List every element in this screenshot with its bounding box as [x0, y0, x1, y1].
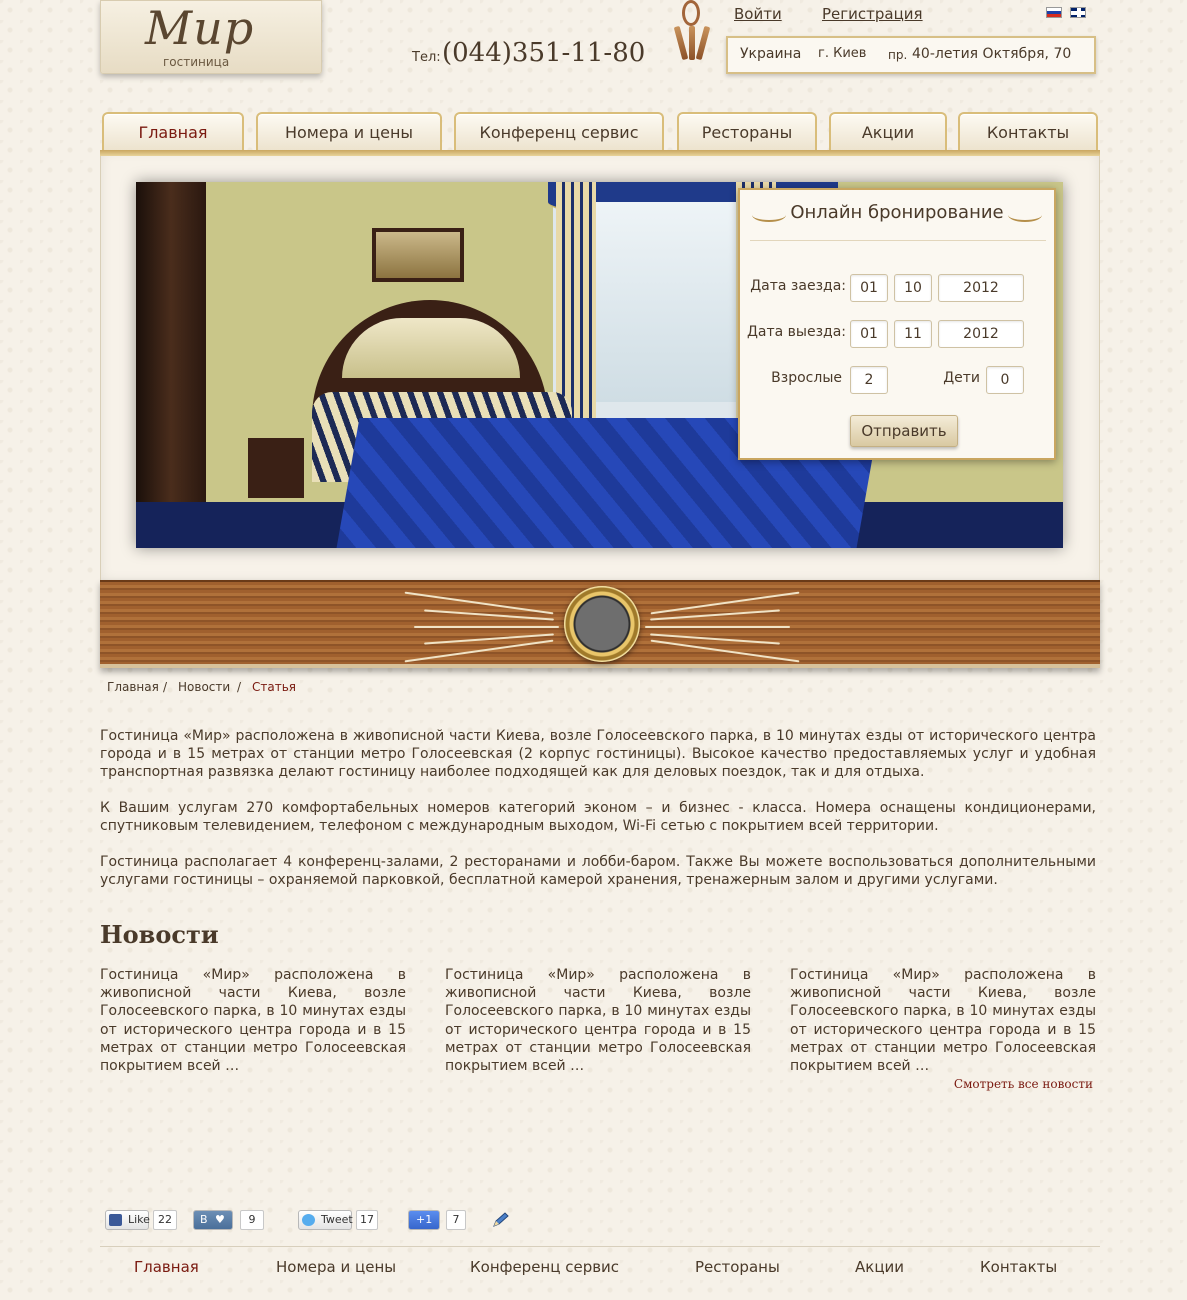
register-link[interactable]: Регистрация	[822, 5, 923, 23]
checkout-label: Дата выезда:	[746, 324, 846, 340]
children-label: Дети	[943, 370, 980, 386]
facebook-like-label: Like	[128, 1213, 150, 1226]
breadcrumb-news[interactable]: Новости	[178, 680, 231, 694]
facebook-icon	[109, 1214, 122, 1226]
hotel-logo[interactable]	[100, 0, 322, 74]
slider-knob-button[interactable]	[564, 586, 640, 662]
breadcrumb-current: Статья	[252, 680, 297, 694]
google-plus-label: +1	[416, 1213, 433, 1226]
login-link[interactable]: Войти	[734, 5, 782, 23]
phone-number: (044)351-11-80	[442, 38, 646, 68]
keys-icon	[670, 0, 714, 70]
footer-nav-conference[interactable]: Конференц сервис	[470, 1258, 620, 1276]
facebook-like-button[interactable]	[105, 1210, 149, 1230]
heart-icon: ♥	[215, 1213, 225, 1226]
news-heading: Новости	[100, 920, 219, 949]
address-city: г. Киев	[818, 46, 867, 61]
news-item[interactable]: Гостиница «Мир» расположена в живописной части Киева, возле Голосеевского парка, в 10 минутах езды от исторического центра города и в 15 метрах от станции метро Голосеевская покрытием всей …	[445, 967, 751, 1075]
english-flag-icon[interactable]	[1070, 7, 1086, 18]
nav-home[interactable]: Главная	[102, 112, 244, 152]
children-field[interactable]: 0	[986, 366, 1024, 394]
address-country: Украина	[740, 46, 802, 62]
checkout-month-field[interactable]: 11	[894, 320, 932, 348]
nav-conference[interactable]: Конференц сервис	[454, 112, 664, 152]
all-news-link[interactable]: Смотреть все новости	[953, 1077, 1093, 1091]
booking-panel	[738, 188, 1056, 460]
twitter-icon	[302, 1214, 315, 1226]
booking-title: Онлайн бронирование	[790, 202, 1004, 223]
breadcrumb-separator: /	[237, 680, 242, 694]
content-paragraph: Гостиница располагает 4 конференц-залами, 2 ресторанами и лобби-баром. Также Вы можете воспользоваться дополнительными услугами гостиницы – охраняемой парковкой, бесплатной камерой хранения, тренажерным залом и другими услугами.	[100, 854, 1096, 888]
logo-title: Мир	[145, 1, 255, 55]
footer-nav-contacts[interactable]: Контакты	[980, 1258, 1058, 1276]
booking-submit-button[interactable]: Отправить	[850, 415, 958, 447]
nav-promotions[interactable]: Акции	[829, 112, 947, 152]
phone-label: Тел:	[412, 50, 441, 65]
checkout-year-field[interactable]: 2012	[938, 320, 1024, 348]
checkout-day-field[interactable]: 01	[850, 320, 888, 348]
footer-nav-home[interactable]: Главная	[134, 1258, 199, 1276]
adults-field[interactable]: 2	[850, 366, 888, 394]
footer-divider	[100, 1246, 1100, 1247]
breadcrumb-home[interactable]: Главная	[107, 680, 159, 694]
tweet-button[interactable]	[298, 1210, 352, 1230]
frame-gold-line	[100, 150, 1100, 156]
footer-nav-rooms[interactable]: Номера и цены	[276, 1258, 397, 1276]
pencil-icon[interactable]	[492, 1212, 510, 1228]
checkin-day-field[interactable]: 01	[850, 274, 888, 302]
logo-subtitle: гостиница	[163, 55, 230, 69]
checkin-label: Дата заезда:	[750, 278, 846, 294]
address-street-prefix: пр.	[888, 48, 908, 62]
checkin-month-field[interactable]: 10	[894, 274, 932, 302]
address-bar	[726, 36, 1096, 74]
vk-label: В	[200, 1213, 208, 1226]
ornament-wing-left-icon	[394, 592, 564, 658]
tweet-count: 17	[356, 1210, 378, 1230]
nav-rooms[interactable]: Номера и цены	[256, 112, 442, 152]
vk-like-button[interactable]	[193, 1210, 233, 1230]
nav-restaurants[interactable]: Рестораны	[677, 112, 817, 152]
vk-like-count: 9	[240, 1210, 264, 1230]
news-item[interactable]: Гостиница «Мир» расположена в живописной части Киева, возле Голосеевского парка, в 10 минутах езды от исторического центра города и в 15 метрах от станции метро Голосеевская покрытием всей …	[100, 967, 406, 1075]
wooden-slider-bar	[100, 580, 1100, 668]
content-paragraph: Гостиница «Мир» расположена в живописной части Киева, возле Голосеевского парка, в 10 минутах езды от исторического центра города и в 15 метрах от станции метро Голосеевская (2 корпус гостиницы). Высокое качество предоставляемых услуг и удобная транспортная развязка делают гостиницу наиболее подходящей как для деловых поездок, так и для отдыха.	[100, 728, 1096, 780]
nav-contacts[interactable]: Контакты	[958, 112, 1098, 152]
ornament-wing-right-icon	[640, 592, 810, 658]
content-paragraph: К Вашим услугам 270 комфортабельных номеров категорий эконом – и бизнес - класса. Номера оснащены кондиционерами, спутниковым телевидением, телефоном с международным выходом, Wi-Fi сетью с покрытием всей территории.	[100, 800, 1096, 834]
tweet-label: Tweet	[321, 1213, 353, 1226]
russian-flag-icon[interactable]	[1046, 7, 1062, 18]
google-plus-count: 7	[446, 1210, 466, 1230]
adults-label: Взрослые	[771, 370, 842, 386]
footer-nav-promotions[interactable]: Акции	[855, 1258, 905, 1276]
checkin-year-field[interactable]: 2012	[938, 274, 1024, 302]
facebook-like-count: 22	[153, 1210, 177, 1230]
footer-nav-restaurants[interactable]: Рестораны	[695, 1258, 780, 1276]
breadcrumb-separator: /	[163, 680, 168, 694]
news-item[interactable]: Гостиница «Мир» расположена в живописной части Киева, возле Голосеевского парка, в 10 минутах езды от исторического центра города и в 15 метрах от станции метро Голосеевская покрытием всей …	[790, 967, 1096, 1075]
address-street: 40-летия Октября, 70	[912, 46, 1072, 62]
google-plus-one-button[interactable]	[408, 1210, 440, 1230]
